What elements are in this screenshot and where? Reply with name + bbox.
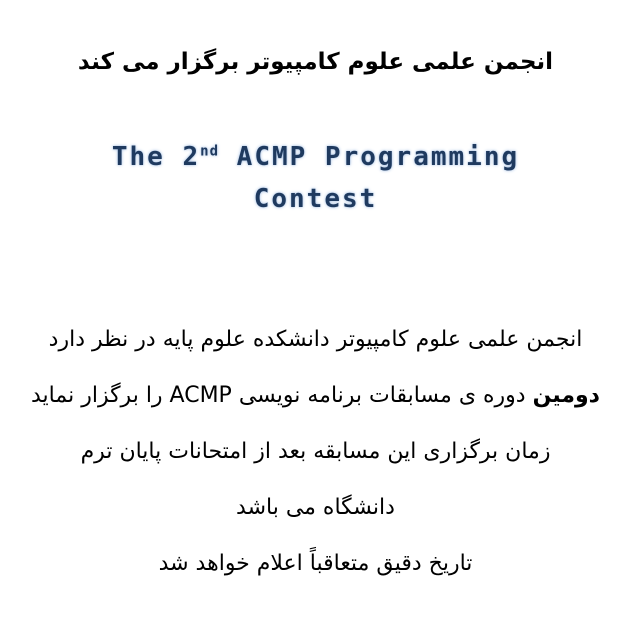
contest-title-line-2: Contest [253,184,378,214]
body-line-3: زمان برگزاری این مسابقه بعد از امتحانات پایان ترم [80,439,551,464]
contest-title [0,136,631,220]
body-line-4: دانشگاه می باشد [236,495,395,520]
title-main: ACMP Programming [219,142,520,172]
body-line-2-bold-word: دومین [532,383,600,408]
body-line-2-rest: دوره ی مسابقات برنامه نویسی ACMP را برگزار نماید [31,383,533,408]
announcement-body [0,312,631,592]
body-line-2 [0,368,631,424]
contest-title-line-1 [0,136,631,178]
body-line-1: انجمن علمی علوم کامپیوتر دانشکده علوم پایه در نظر دارد [48,327,583,352]
body-line-5: تاریخ دقیق متعاقباً اعلام خواهد شد [158,551,473,576]
announcement-header: انجمن علمی علوم کامپیوتر برگزار می کند [77,49,554,75]
title-prefix: The 2 [111,142,201,172]
title-ordinal-suffix: nd [200,143,220,160]
